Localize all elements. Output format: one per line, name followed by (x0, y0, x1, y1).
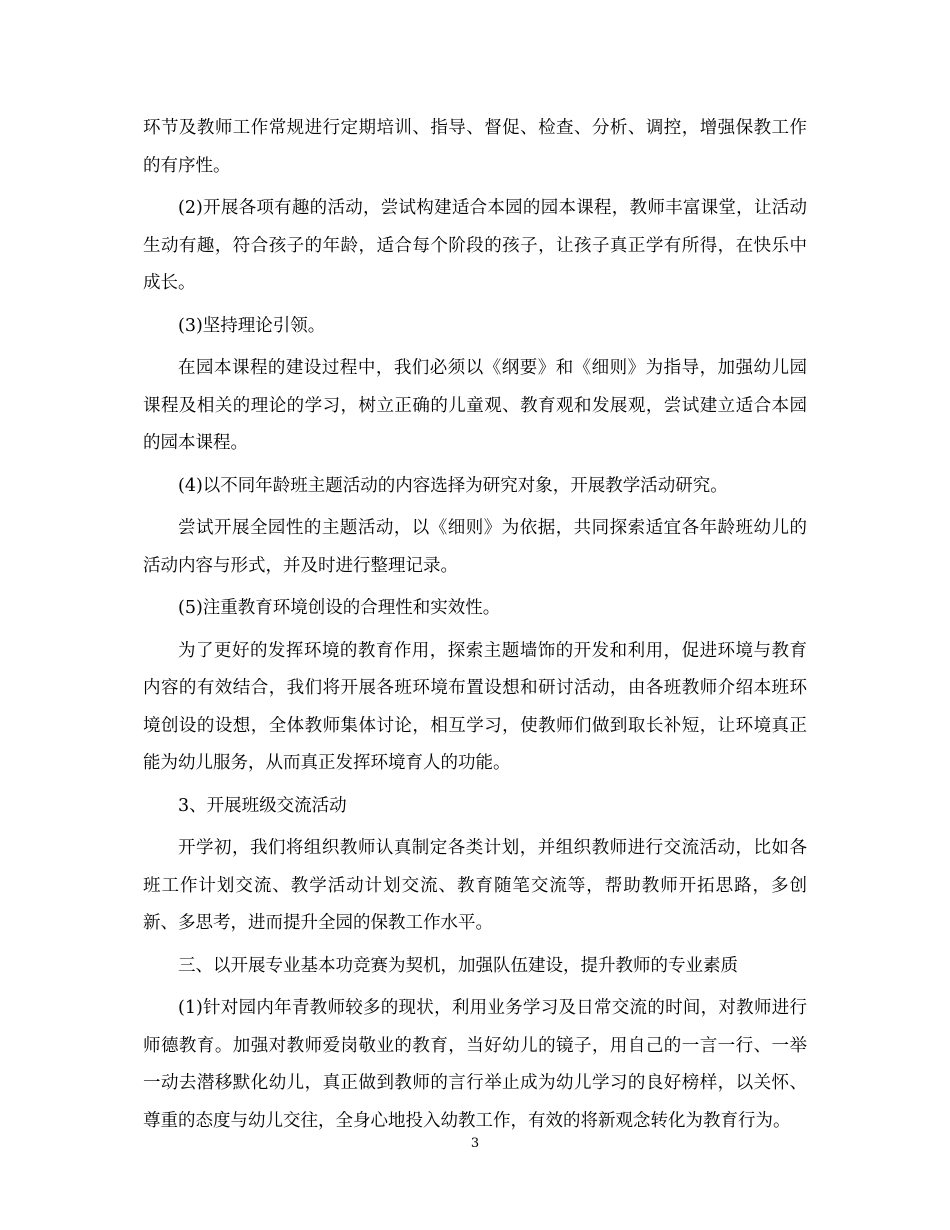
page-number: 3 (470, 1136, 480, 1151)
paragraph-12: (1)针对园内年青教师较多的现状，利用业务学习及日常交流的时间，对教师进行师德教育。加强对教师爱岗敬业的教育，当好幼儿的镜子，用自己的一言一行、一举一动去潜移默化幼儿，真正做到教师的言行举止成为幼儿学习的良好榜样，以关怀、尊重的态度与幼儿交往，全身心地投入幼教工作，有效的将新观念转化为教育行为。 (143, 998, 807, 1131)
paragraph-2: (2)开展各项有趣的活动，尝试构建适合本园的园本课程，教师丰富课堂，让活动生动有趣，符合孩子的年龄，适合每个阶段的孩子，让孩子真正学有所得，在快乐中成长。 (143, 198, 807, 293)
paragraph-1: 环节及教师工作常规进行定期培训、指导、督促、检查、分析、调控，增强保教工作的有序性。 (143, 118, 807, 176)
document-body (143, 110, 807, 1145)
paragraph-8: 为了更好的发挥环境的教育作用，探索主题墙饰的开发和利用，促进环境与教育内容的有效结合，我们将开展各班环境布置设想和研讨活动，由各班教师介绍本班环境创设的设想，全体教师集体讨论，相互学习，使教师们做到取长补短，让环境真正能为幼儿服务，从而真正发挥环境育人的功能。 (143, 640, 807, 773)
paragraph-4: 在园本课程的建设过程中，我们必须以《纲要》和《细则》为指导，加强幼儿园课程及相关的理论的学习，树立正确的儿童观、教育观和发展观，尝试建立适合本园的园本课程。 (143, 358, 807, 453)
paragraph-5-heading: (4)以不同年龄班主题活动的内容选择为研究对象，开展教学活动研究。 (178, 475, 728, 496)
paragraph-6: 尝试开展全园性的主题活动，以《细则》为依据，共同探索适宜各年龄班幼儿的活动内容与形式，并及时进行整理记录。 (143, 518, 807, 576)
paragraph-3-heading: (3)坚持理论引领。 (178, 315, 326, 336)
paragraph-11-heading: 三、以开展专业基本功竞赛为契机，加强队伍建设，提升教师的专业素质 (178, 955, 738, 976)
paragraph-7-heading: (5)注重教育环境创设的合理性和实效性。 (178, 598, 501, 618)
paragraph-10: 开学初，我们将组织教师认真制定各类计划，并组织教师进行交流活动，比如各班工作计划交流、教学活动计划交流、教育随笔交流等，帮助教师开拓思路，多创新、多思考，进而提升全园的保教工作水平。 (143, 838, 807, 933)
paragraph-9-heading: 3、开展班级交流活动 (178, 795, 347, 816)
